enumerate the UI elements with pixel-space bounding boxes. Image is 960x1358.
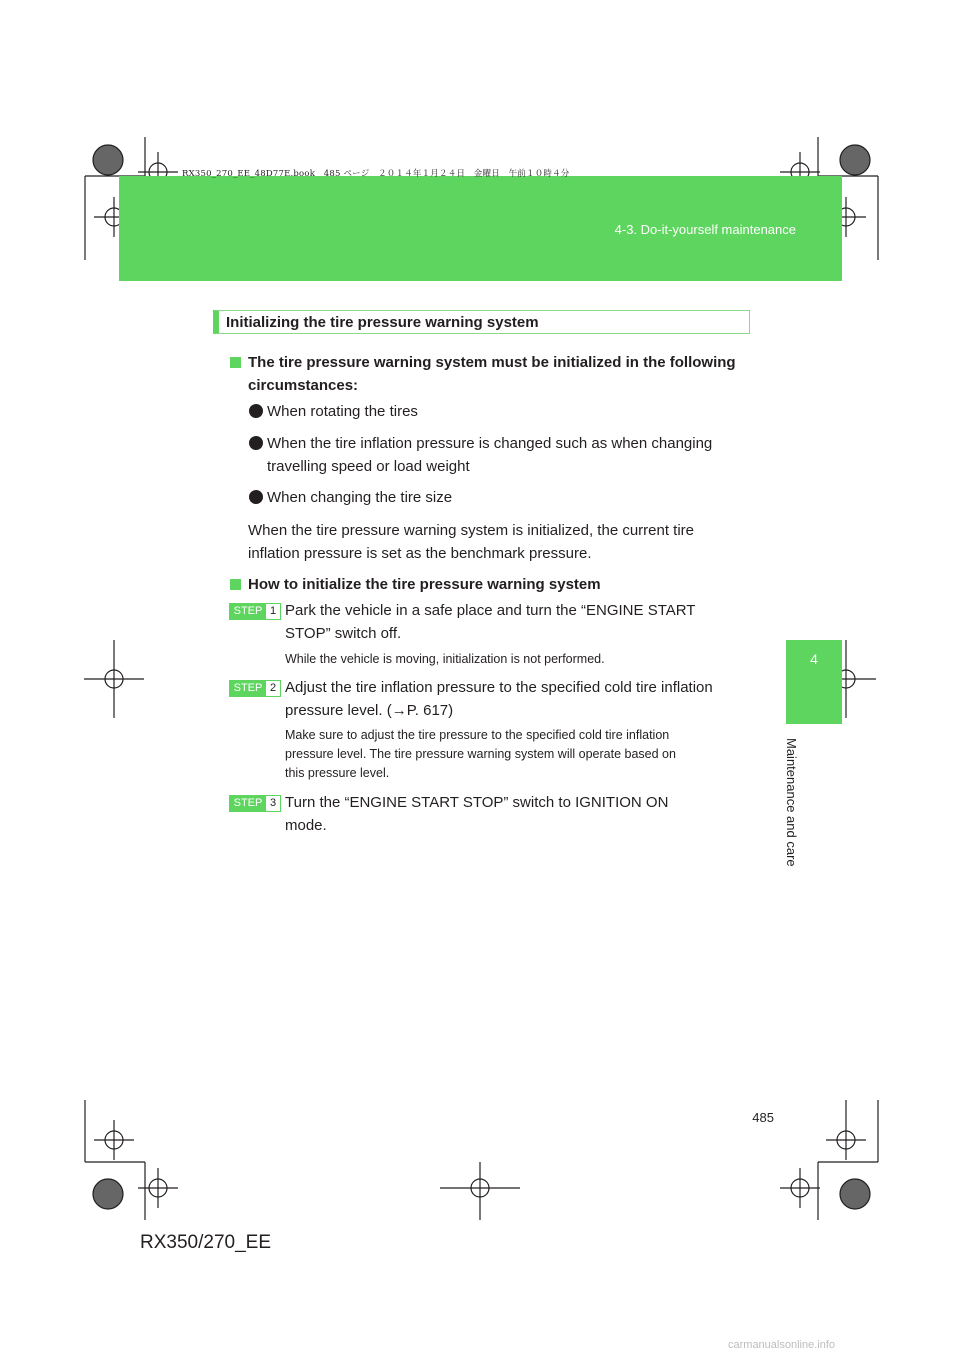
chapter-label: Maintenance and care xyxy=(784,738,799,867)
registration-rosette-icon xyxy=(840,145,870,175)
registration-rosette-icon xyxy=(840,1179,870,1209)
heading-marker-icon xyxy=(230,579,241,590)
chapter-number: 4 xyxy=(810,651,818,667)
registration-rosette-icon xyxy=(93,1179,123,1209)
paragraph-line: When the tire pressure warning system is initialized, the current tire xyxy=(248,522,695,539)
step-badge xyxy=(229,603,281,620)
step-label: STEP xyxy=(230,681,266,696)
block1-heading-line1: The tire pressure warning system must be initialized in the following xyxy=(248,354,736,371)
step-number: 1 xyxy=(269,605,277,617)
step-text: mode. xyxy=(285,817,327,834)
registration-rosette-icon xyxy=(93,145,123,175)
bullet-item-continued: travelling speed or load weight xyxy=(267,458,470,475)
bullet-icon xyxy=(249,436,263,450)
bullet-item: When changing the tire size xyxy=(267,489,453,506)
book-reference: RX350_270_EE_48D77E.book 485 ページ ２０１４年１月２４日 金曜日 午前１０時４分 xyxy=(182,169,570,179)
bullet-icon xyxy=(249,404,263,418)
step-text: Adjust the tire inflation pressure to the specified cold tire inflation xyxy=(285,679,713,696)
block1-heading-line2: circumstances: xyxy=(248,377,359,394)
step-note: While the vehicle is moving, initialization is not performed. xyxy=(285,652,605,666)
step-text: Park the vehicle in a safe place and turn the “ENGINE START xyxy=(285,602,696,619)
step-label: STEP xyxy=(230,796,266,811)
block2-heading: How to initialize the tire pressure warning system xyxy=(248,576,601,593)
step-badge xyxy=(229,680,281,697)
step-number: 2 xyxy=(269,682,277,694)
footer-model: RX350/270_EE xyxy=(140,1232,271,1253)
step-note: this pressure level. xyxy=(285,766,390,780)
watermark: carmanualsonline.info xyxy=(728,1339,836,1351)
step-note: pressure level. The tire pressure warning system will operate based on xyxy=(285,747,676,761)
page-number: 485 xyxy=(752,1110,774,1125)
bullet-item: When the tire inflation pressure is changed such as when changing xyxy=(267,435,713,452)
step-label: STEP xyxy=(230,604,266,619)
heading-marker-icon xyxy=(230,357,241,368)
bullet-item: When rotating the tires xyxy=(267,403,418,420)
step-text: pressure level. (→P. 617) xyxy=(285,702,454,719)
paragraph-line: inflation pressure is set as the benchmark pressure. xyxy=(248,545,592,562)
section-title: 4-3. Do-it-yourself maintenance xyxy=(614,222,796,237)
bullet-icon xyxy=(249,490,263,504)
step-text: STOP” switch off. xyxy=(285,625,402,642)
step-number: 3 xyxy=(269,797,277,809)
step-text: Turn the “ENGINE START STOP” switch to IGNITION ON xyxy=(285,794,669,811)
step-badge xyxy=(229,795,281,812)
subheading: Initializing the tire pressure warning system xyxy=(226,314,539,331)
step-note: Make sure to adjust the tire pressure to the specified cold tire inflation xyxy=(285,728,670,742)
